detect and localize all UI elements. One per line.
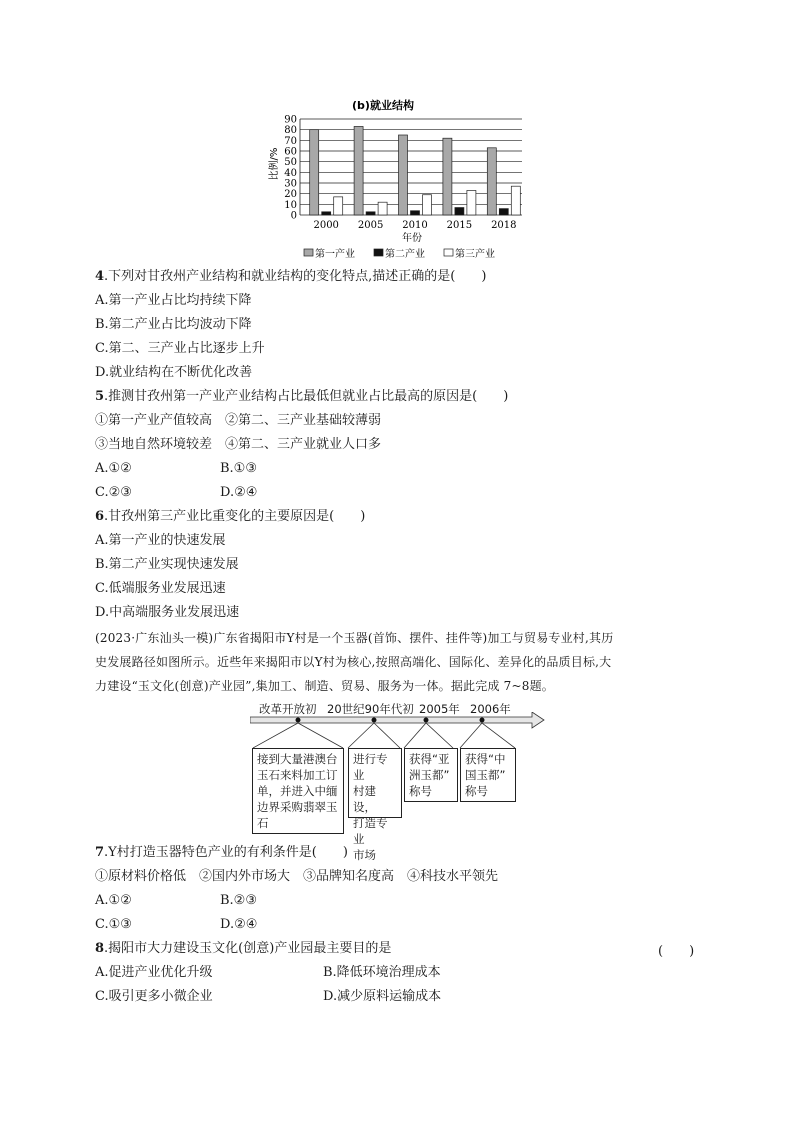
chart-y-ticks <box>284 115 297 222</box>
timeline-dot-4 <box>480 718 485 723</box>
q5-option-d: D.②④ <box>220 485 258 500</box>
y-tick-label: 30 <box>284 178 297 190</box>
timeline-label-1: 改革开放初 <box>259 702 317 716</box>
q5-statements-1: ①第一产业产值较高 ②第二、三产业基础较薄弱 <box>95 413 382 428</box>
timeline-box-4-line: 称号 <box>465 784 488 798</box>
q5-stem-text: .推测甘孜州第一产业产业结构占比最低但就业占比最高的原因是( ) <box>104 389 509 404</box>
x-tick-label: 2010 <box>402 220 428 231</box>
x-tick-label: 2015 <box>446 220 473 231</box>
legend-label: 第二产业 <box>385 249 425 260</box>
q8-option-a: A.促进产业优化升级 <box>95 965 213 980</box>
x-tick-label: 2018 <box>491 220 517 231</box>
x-tick-label: 2000 <box>313 220 339 231</box>
y-tick-label: 90 <box>284 114 297 126</box>
chart-x-ticks <box>313 220 516 231</box>
timeline-box-2-line: 村建设， <box>353 784 376 814</box>
bar-2015-series-2 <box>455 208 464 215</box>
timeline-label-4: 2006年 <box>470 702 511 716</box>
bar-2010-series-3 <box>423 195 432 215</box>
q6-option-b: B.第二产业实现快速发展 <box>95 557 239 572</box>
timeline-box-2-line: 进行专业 <box>353 752 388 782</box>
employment-structure-chart <box>260 95 540 265</box>
q4-stem-text: .下列对甘孜州产业结构和就业结构的变化特点,描述正确的是( ) <box>104 269 487 284</box>
q6-option-d: D.中高端服务业发展迅速 <box>95 605 240 620</box>
q7-number: 7 <box>95 845 105 860</box>
x-tick-label: 2005 <box>357 220 384 231</box>
timeline-connector-4 <box>460 723 515 748</box>
timeline-connector-1 <box>253 723 343 748</box>
intro-passage <box>95 626 705 698</box>
q7-statements: ①原材料价格低 ②国内外市场大 ③品牌知名度高 ④科技水平领先 <box>95 869 499 884</box>
q5-option-a: A.①② <box>95 461 132 476</box>
timeline-box-1 <box>252 748 344 834</box>
y-tick-label: 10 <box>284 199 297 211</box>
q6-option-a: A.第一产业的快速发展 <box>95 533 226 548</box>
y-tick-label: 50 <box>284 157 297 169</box>
q7-option-a: A.①② <box>95 893 132 908</box>
bar-2000-series-3 <box>334 197 343 215</box>
q4-option-c: C.第二、三产业占比逐步上升 <box>95 341 265 356</box>
timeline-box-1-line: 玉石来料加工订 <box>257 768 338 782</box>
legend-swatch <box>304 249 313 256</box>
bar-2005-series-2 <box>366 212 375 215</box>
intro-line-2: 史发展路径如图所示。近些年来揭阳市以Y村为核心,按照高端化、国际化、差异化的品质目标,大 <box>95 655 612 669</box>
timeline-box-3 <box>404 748 458 802</box>
y-tick-label: 60 <box>284 146 297 158</box>
timeline-dot-2 <box>372 718 377 723</box>
bar-2018-series-1 <box>487 148 496 215</box>
y-tick-label: 20 <box>284 189 297 201</box>
q7-option-b: B.②③ <box>220 893 257 908</box>
chart-y-axis-label: 比例/% <box>269 147 280 181</box>
q7-option-d: D.②④ <box>220 917 258 932</box>
bar-2018-series-2 <box>499 209 508 215</box>
q8-option-c: C.吸引更多小微企业 <box>95 989 213 1004</box>
bar-2000-series-2 <box>322 212 331 215</box>
bar-2005-series-3 <box>378 202 387 215</box>
legend-label: 第一产业 <box>315 249 355 260</box>
q5-stem <box>95 388 508 406</box>
q8-answer-blank: ( ) <box>658 944 695 959</box>
q7-stem-text: .Y村打造玉器特色产业的有利条件是( ) <box>104 845 348 860</box>
q7-option-c: C.①③ <box>95 917 132 932</box>
timeline-box-1-line: 边界采购翡翠玉 <box>257 800 338 814</box>
q4-option-b: B.第二产业占比均波动下降 <box>95 317 252 332</box>
q8-option-b: B.降低环境治理成本 <box>323 965 441 980</box>
q6-number: 6 <box>95 509 105 524</box>
timeline-box-3-line: 获得“亚 <box>409 752 450 766</box>
chart-title: (b)就业结构 <box>352 99 414 112</box>
timeline-arrow <box>250 712 550 752</box>
q6-stem <box>95 508 365 526</box>
timeline-box-2-line: 市场 <box>353 848 376 862</box>
timeline-box-1-line: 单，并进入中缅 <box>257 784 338 798</box>
q8-stem-text: .揭阳市大力建设玉文化(创意)产业园最主要目的是 <box>104 941 392 956</box>
y-tick-label: 40 <box>284 167 297 179</box>
timeline-dot-1 <box>296 718 301 723</box>
bar-2010-series-1 <box>399 135 408 215</box>
q5-statements-2: ③当地自然环境较差 ④第二、三产业就业人口多 <box>95 437 382 452</box>
timeline-label-2: 20世纪90年代初 <box>327 702 414 716</box>
chart-bars <box>310 126 521 215</box>
q5-option-c: C.②③ <box>95 485 132 500</box>
y-tick-label: 0 <box>290 210 297 222</box>
timeline-box-1-line: 石 <box>257 816 269 830</box>
bar-2015-series-1 <box>443 138 452 215</box>
intro-line-3: 力建设“玉文化(创意)产业园”,集加工、制造、贸易、服务为一体。据此完成 7~8题。 <box>95 679 554 693</box>
timeline-label-3: 2005年 <box>419 702 460 716</box>
chart-legend <box>304 247 495 260</box>
timeline-box-2-line: 打造专业 <box>353 816 388 846</box>
bar-2010-series-2 <box>411 211 420 215</box>
timeline-box-4 <box>460 748 516 802</box>
y-tick-label: 70 <box>284 135 297 147</box>
timeline-box-4-line: 获得“中 <box>465 752 506 766</box>
timeline-dot-3 <box>424 718 429 723</box>
q5-number: 5 <box>95 389 105 404</box>
q4-option-d: D.就业结构在不断优化改善 <box>95 365 253 380</box>
timeline-box-4-line: 国玉都” <box>465 768 506 782</box>
chart-x-axis-label: 年份 <box>402 233 422 244</box>
timeline-box-1-line: 接到大量港澳台 <box>257 752 338 766</box>
q5-option-b: B.①③ <box>220 461 257 476</box>
q6-stem-text: .甘孜州第三产业比重变化的主要原因是( ) <box>104 509 366 524</box>
bar-2015-series-3 <box>467 190 476 215</box>
q4-stem <box>95 268 486 286</box>
legend-swatch <box>374 249 383 256</box>
q8-option-d: D.减少原料运输成本 <box>323 989 442 1004</box>
timeline-box-3-line: 洲玉都” <box>409 768 450 782</box>
q8-number: 8 <box>95 941 105 956</box>
timeline-box-2 <box>348 748 402 862</box>
q7-stem <box>95 844 348 862</box>
q6-option-c: C.低端服务业发展迅速 <box>95 581 226 596</box>
legend-label: 第三产业 <box>455 249 495 260</box>
timeline-box-3-line: 称号 <box>409 784 432 798</box>
timeline-connector-2 <box>348 723 400 748</box>
bar-2005-series-1 <box>354 126 363 215</box>
bar-2000-series-1 <box>310 130 319 215</box>
timeline-connector-3 <box>404 723 453 748</box>
q4-option-a: A.第一产业占比均持续下降 <box>95 293 252 308</box>
q4-number: 4 <box>95 269 105 284</box>
q8-stem <box>95 940 391 958</box>
intro-line-1: (2023·广东汕头一模)广东省揭阳市Y村是一个玉器(首饰、摆件、挂件等)加工与贸易专业村,其历 <box>95 631 614 645</box>
legend-swatch <box>444 249 453 256</box>
y-tick-label: 80 <box>284 125 297 137</box>
bar-2018-series-3 <box>511 186 520 215</box>
